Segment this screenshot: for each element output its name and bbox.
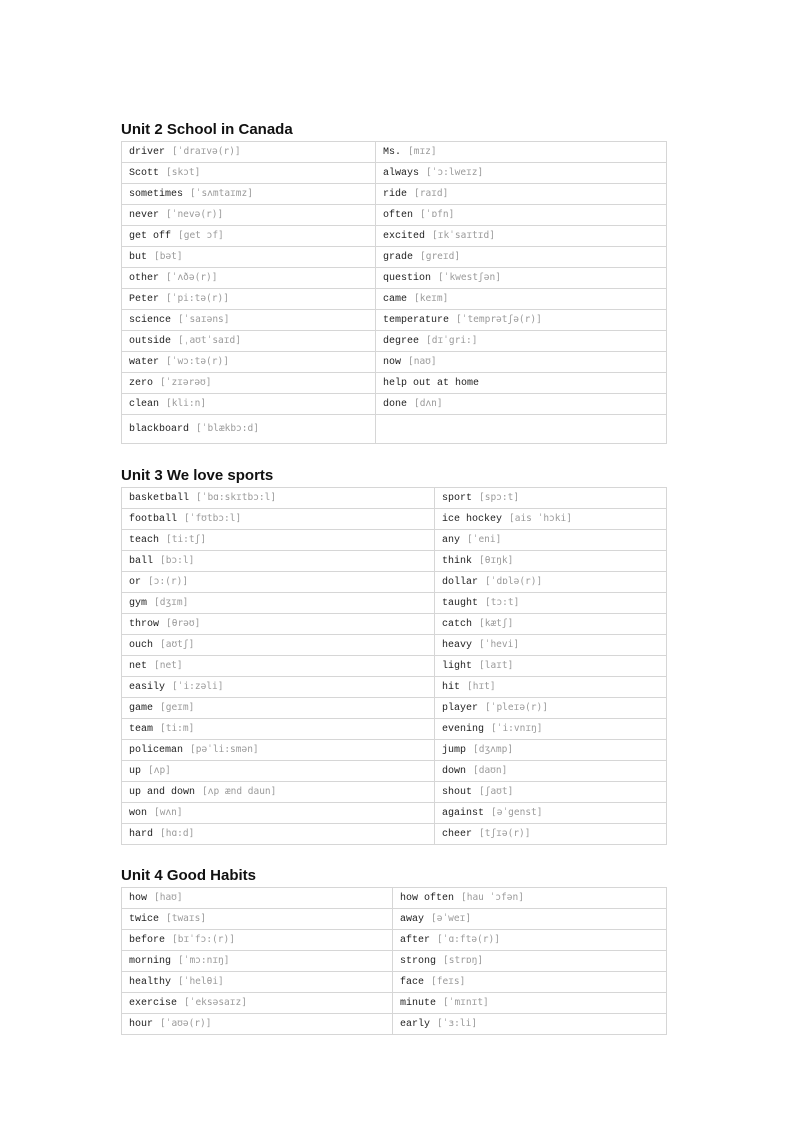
vocab-cell xyxy=(122,951,393,972)
vocab-phonetic: [ˈɜ:li] xyxy=(437,1018,478,1029)
vocab-table xyxy=(121,887,667,1035)
vocab-cell xyxy=(122,993,393,1014)
table-row xyxy=(122,289,667,310)
table-row xyxy=(122,530,667,551)
vocab-word: came xyxy=(383,294,408,305)
vocab-phonetic: [bət] xyxy=(154,251,183,262)
table-row xyxy=(122,184,667,205)
vocab-cell xyxy=(122,656,435,677)
vocab-word: question xyxy=(383,273,432,284)
vocab-word: other xyxy=(129,273,160,284)
vocab-word: outside xyxy=(129,336,172,347)
vocab-word: help out at home xyxy=(383,378,480,389)
vocab-word: hit xyxy=(442,682,461,693)
vocab-phonetic: [strɒŋ] xyxy=(443,955,484,966)
vocab-word: blackboard xyxy=(129,424,190,435)
vocab-word: or xyxy=(129,577,142,588)
vocab-cell xyxy=(122,310,376,331)
table-row xyxy=(122,677,667,698)
table-row xyxy=(122,614,667,635)
vocab-cell xyxy=(435,593,667,614)
vocab-cell xyxy=(435,803,667,824)
vocab-cell xyxy=(376,247,667,268)
vocab-word: science xyxy=(129,315,172,326)
vocab-cell xyxy=(376,163,667,184)
vocab-cell xyxy=(122,373,376,394)
vocab-word: heavy xyxy=(442,640,473,651)
table-row xyxy=(122,740,667,761)
vocab-phonetic: [dʌn] xyxy=(414,398,443,409)
vocab-word: driver xyxy=(129,147,166,158)
vocab-phonetic: [pəˈli:smən] xyxy=(190,744,259,755)
unit-3-section xyxy=(121,467,667,845)
table-row xyxy=(122,509,667,530)
vocab-word: water xyxy=(129,357,160,368)
vocab-word: exercise xyxy=(129,998,178,1009)
vocab-cell xyxy=(393,993,667,1014)
vocab-cell xyxy=(435,551,667,572)
vocab-phonetic: [tʃɪə(r)] xyxy=(479,828,531,839)
vocab-phonetic: [kli:n] xyxy=(166,398,207,409)
vocab-table xyxy=(121,141,667,444)
vocab-phonetic: [hɑ:d] xyxy=(160,828,195,839)
vocab-phonetic: [ˈmɔ:nɪŋ] xyxy=(178,955,230,966)
unit-2-section xyxy=(121,121,667,444)
vocab-cell xyxy=(376,331,667,352)
vocab-word: catch xyxy=(442,619,473,630)
vocab-cell xyxy=(435,761,667,782)
table-row xyxy=(122,488,667,509)
vocab-cell xyxy=(393,972,667,993)
vocab-phonetic: [ˈkwestʃən] xyxy=(438,272,501,283)
vocab-phonetic: [kætʃ] xyxy=(479,618,514,629)
vocab-phonetic: [hau ˈɔfən] xyxy=(461,892,524,903)
vocab-word: get off xyxy=(129,231,172,242)
vocab-word: dollar xyxy=(442,577,479,588)
vocab-phonetic: [keɪm] xyxy=(414,293,449,304)
vocab-cell xyxy=(435,677,667,698)
vocab-cell xyxy=(435,614,667,635)
vocab-cell xyxy=(122,488,435,509)
vocab-cell xyxy=(122,803,435,824)
vocab-phonetic: [ˈhevi] xyxy=(479,639,520,650)
vocab-phonetic: [raɪd] xyxy=(414,188,449,199)
vocab-cell xyxy=(393,1014,667,1035)
vocab-word: strong xyxy=(400,956,437,967)
vocab-cell xyxy=(393,930,667,951)
vocab-phonetic: [ti:m] xyxy=(160,723,195,734)
vocab-phonetic: [ˈdɒlə(r)] xyxy=(485,576,543,587)
vocab-phonetic: [dʒɪm] xyxy=(154,597,189,608)
vocab-cell xyxy=(122,184,376,205)
vocab-phonetic: [daʊn] xyxy=(473,765,508,776)
vocab-phonetic: [ˈi:zəli] xyxy=(172,681,224,692)
vocab-phonetic: [ˈi:vnɪŋ] xyxy=(491,723,543,734)
vocab-word: done xyxy=(383,399,408,410)
vocab-word: any xyxy=(442,535,461,546)
vocab-word: healthy xyxy=(129,977,172,988)
vocab-word: hard xyxy=(129,829,154,840)
vocab-word: Peter xyxy=(129,294,160,305)
vocab-word: face xyxy=(400,977,425,988)
vocab-phonetic: [ti:tʃ] xyxy=(166,534,207,545)
vocab-word: down xyxy=(442,766,467,777)
vocab-phonetic: [θɪŋk] xyxy=(479,555,514,566)
vocab-word: up and down xyxy=(129,787,196,798)
vocab-word: excited xyxy=(383,231,426,242)
vocab-cell xyxy=(122,1014,393,1035)
vocab-word: often xyxy=(383,210,414,221)
vocab-word: team xyxy=(129,724,154,735)
vocab-cell xyxy=(122,268,376,289)
vocab-cell xyxy=(122,824,435,845)
vocab-phonetic: [mɪz] xyxy=(408,146,437,157)
vocab-word: Scott xyxy=(129,168,160,179)
table-row xyxy=(122,782,667,803)
vocab-word: temperature xyxy=(383,315,450,326)
vocab-word: away xyxy=(400,914,425,925)
vocab-word: think xyxy=(442,556,473,567)
vocab-phonetic: [ˈaʊə(r)] xyxy=(160,1018,212,1029)
vocab-phonetic: [ɪkˈsaɪtɪd] xyxy=(432,230,495,241)
vocab-cell xyxy=(435,698,667,719)
vocab-phonetic: [ˈfʊtbɔ:l] xyxy=(184,513,242,524)
vocab-cell xyxy=(376,394,667,415)
vocab-word: evening xyxy=(442,724,485,735)
table-row xyxy=(122,247,667,268)
table-row xyxy=(122,824,667,845)
vocab-word: degree xyxy=(383,336,420,347)
vocab-cell xyxy=(435,656,667,677)
vocab-word: early xyxy=(400,1019,431,1030)
vocab-word: ouch xyxy=(129,640,154,651)
vocab-phonetic: [ˌaʊtˈsaɪd] xyxy=(178,335,241,346)
vocab-word: always xyxy=(383,168,420,179)
vocab-cell xyxy=(122,331,376,352)
vocab-cell xyxy=(122,930,393,951)
vocab-cell xyxy=(435,782,667,803)
vocab-phonetic: [get ɔf] xyxy=(178,230,224,241)
vocab-phonetic: [ˈeni] xyxy=(467,534,502,545)
vocab-phonetic: [əˈweɪ] xyxy=(431,913,472,924)
unit-title: Unit 2 School in Canada xyxy=(121,121,293,138)
vocab-cell xyxy=(122,593,435,614)
vocab-word: against xyxy=(442,808,485,819)
vocab-cell xyxy=(122,142,376,163)
vocab-word: clean xyxy=(129,399,160,410)
vocab-phonetic: [ˈhelθi] xyxy=(178,976,224,987)
vocab-word: net xyxy=(129,661,148,672)
vocab-cell xyxy=(393,909,667,930)
vocab-cell xyxy=(376,184,667,205)
vocab-word: teach xyxy=(129,535,160,546)
vocab-cell xyxy=(122,530,435,551)
table-row xyxy=(122,909,667,930)
vocab-phonetic: [naʊ] xyxy=(408,356,437,367)
vocab-phonetic: [ˈtemprətʃə(r)] xyxy=(456,314,542,325)
vocab-cell xyxy=(122,352,376,373)
table-row xyxy=(122,373,667,394)
vocab-phonetic: [greɪd] xyxy=(420,251,461,262)
vocab-word: zero xyxy=(129,378,154,389)
unit-title: Unit 4 Good Habits xyxy=(121,867,256,884)
vocab-phonetic: [θrəʊ] xyxy=(166,618,201,629)
vocab-word: how often xyxy=(400,893,455,904)
vocab-phonetic: [ˈɔ:lweɪz] xyxy=(426,167,484,178)
table-row xyxy=(122,656,667,677)
vocab-cell xyxy=(122,289,376,310)
vocab-cell xyxy=(376,352,667,373)
vocab-phonetic: [ˈbɑ:skɪtbɔ:l] xyxy=(196,492,277,503)
vocab-cell xyxy=(435,740,667,761)
vocab-cell xyxy=(393,951,667,972)
table-row xyxy=(122,226,667,247)
vocab-phonetic: [haʊ] xyxy=(154,892,183,903)
vocab-table xyxy=(121,487,667,845)
unit-4-section xyxy=(121,867,667,1035)
table-row xyxy=(122,205,667,226)
vocab-phonetic: [dɪˈgri:] xyxy=(426,335,478,346)
vocab-cell xyxy=(122,972,393,993)
vocab-word: minute xyxy=(400,998,437,1009)
vocab-word: after xyxy=(400,935,431,946)
vocab-phonetic: [ˈpi:tə(r)] xyxy=(166,293,229,304)
vocab-cell xyxy=(435,509,667,530)
vocab-word: football xyxy=(129,514,178,525)
vocab-word: game xyxy=(129,703,154,714)
vocab-cell xyxy=(376,268,667,289)
vocab-phonetic: [hɪt] xyxy=(467,681,496,692)
vocab-word: sport xyxy=(442,493,473,504)
vocab-word: how xyxy=(129,893,148,904)
table-row xyxy=(122,1014,667,1035)
table-row xyxy=(122,888,667,909)
vocab-phonetic: [ˈwɔ:tə(r)] xyxy=(166,356,229,367)
table-row xyxy=(122,761,667,782)
vocab-cell xyxy=(122,761,435,782)
vocab-phonetic: [ˈɑ:ftə(r)] xyxy=(437,934,500,945)
table-row xyxy=(122,803,667,824)
table-row xyxy=(122,951,667,972)
vocab-cell xyxy=(122,572,435,593)
vocab-phonetic: [ˈpleɪə(r)] xyxy=(485,702,548,713)
vocab-cell xyxy=(122,247,376,268)
vocab-cell xyxy=(122,614,435,635)
table-row xyxy=(122,415,667,444)
vocab-phonetic: [bɪˈfɔ:(r)] xyxy=(172,934,235,945)
vocab-cell xyxy=(122,635,435,656)
table-row xyxy=(122,310,667,331)
vocab-word: won xyxy=(129,808,148,819)
vocab-word: jump xyxy=(442,745,467,756)
vocab-word: sometimes xyxy=(129,189,184,200)
table-row xyxy=(122,635,667,656)
vocab-word: hour xyxy=(129,1019,154,1030)
vocab-cell xyxy=(376,310,667,331)
vocab-word: player xyxy=(442,703,479,714)
vocab-cell xyxy=(122,163,376,184)
vocab-cell xyxy=(122,205,376,226)
vocab-cell xyxy=(435,488,667,509)
table-row xyxy=(122,593,667,614)
vocab-phonetic: [ais ˈhɔki] xyxy=(509,513,572,524)
table-row xyxy=(122,719,667,740)
vocab-cell xyxy=(376,226,667,247)
vocab-cell xyxy=(122,782,435,803)
table-row xyxy=(122,352,667,373)
vocab-cell xyxy=(122,909,393,930)
vocab-word: policeman xyxy=(129,745,184,756)
vocab-cell xyxy=(435,635,667,656)
vocab-word: twice xyxy=(129,914,160,925)
vocab-word: ball xyxy=(129,556,154,567)
vocab-phonetic: [feɪs] xyxy=(431,976,466,987)
table-row xyxy=(122,972,667,993)
table-row xyxy=(122,993,667,1014)
vocab-cell xyxy=(122,551,435,572)
vocab-phonetic: [ˈeksəsaɪz] xyxy=(184,997,247,1008)
vocab-cell xyxy=(122,677,435,698)
table-row xyxy=(122,394,667,415)
vocab-phonetic: [dʒʌmp] xyxy=(473,744,514,755)
vocab-cell xyxy=(435,530,667,551)
vocab-phonetic: [spɔ:t] xyxy=(479,492,520,503)
vocab-phonetic: [skɔt] xyxy=(166,167,201,178)
vocab-cell xyxy=(122,509,435,530)
vocab-word: never xyxy=(129,210,160,221)
vocab-cell xyxy=(376,289,667,310)
vocab-phonetic: [ˈdraɪvə(r)] xyxy=(172,146,241,157)
vocab-phonetic: [geɪm] xyxy=(160,702,195,713)
vocab-cell xyxy=(435,824,667,845)
vocab-phonetic: [əˈgenst] xyxy=(491,807,543,818)
vocab-cell xyxy=(122,888,393,909)
vocab-phonetic: [ˈʌðə(r)] xyxy=(166,272,218,283)
vocab-phonetic: [ˈsʌmtaɪmz] xyxy=(190,188,253,199)
vocab-cell xyxy=(376,373,667,394)
table-row xyxy=(122,930,667,951)
vocab-word: basketball xyxy=(129,493,190,504)
vocab-word: easily xyxy=(129,682,166,693)
vocab-cell xyxy=(376,415,667,444)
vocab-word: ice hockey xyxy=(442,514,503,525)
vocab-word: morning xyxy=(129,956,172,967)
vocab-word: but xyxy=(129,252,148,263)
vocab-phonetic: [ʃaʊt] xyxy=(479,786,514,797)
vocab-word: before xyxy=(129,935,166,946)
vocab-cell xyxy=(376,205,667,226)
vocab-phonetic: [ˈnevə(r)] xyxy=(166,209,224,220)
vocab-cell xyxy=(435,719,667,740)
vocab-phonetic: [ʌp] xyxy=(148,765,171,776)
table-row xyxy=(122,698,667,719)
vocab-word: shout xyxy=(442,787,473,798)
vocab-phonetic: [ˈblækbɔ:d] xyxy=(196,423,259,434)
vocab-word: throw xyxy=(129,619,160,630)
vocab-phonetic: [tɔ:t] xyxy=(485,597,520,608)
vocab-phonetic: [net] xyxy=(154,660,183,671)
vocab-word: up xyxy=(129,766,142,777)
vocab-cell xyxy=(122,698,435,719)
vocab-phonetic: [ˈmɪnɪt] xyxy=(443,997,489,1008)
vocab-word: taught xyxy=(442,598,479,609)
vocab-phonetic: [ˈsaɪəns] xyxy=(178,314,230,325)
vocab-word: cheer xyxy=(442,829,473,840)
vocab-phonetic: [ɔ:(r)] xyxy=(148,576,189,587)
vocab-word: grade xyxy=(383,252,414,263)
vocab-word: gym xyxy=(129,598,148,609)
vocab-phonetic: [bɔ:l] xyxy=(160,555,195,566)
table-row xyxy=(122,572,667,593)
vocab-word: now xyxy=(383,357,402,368)
table-row xyxy=(122,163,667,184)
vocab-word: light xyxy=(442,661,473,672)
vocab-phonetic: [wʌn] xyxy=(154,807,183,818)
vocab-phonetic: [ʌp ænd daun] xyxy=(202,786,277,797)
vocab-phonetic: [aʊtʃ] xyxy=(160,639,195,650)
table-row xyxy=(122,331,667,352)
vocab-word: Ms. xyxy=(383,147,402,158)
vocab-phonetic: [ˈzɪərəʊ] xyxy=(160,377,212,388)
vocab-cell xyxy=(393,888,667,909)
vocab-phonetic: [twaɪs] xyxy=(166,913,207,924)
vocab-word: ride xyxy=(383,189,408,200)
vocab-cell xyxy=(122,415,376,444)
vocab-phonetic: [ˈɒfn] xyxy=(420,209,455,220)
table-row xyxy=(122,142,667,163)
unit-title: Unit 3 We love sports xyxy=(121,467,274,484)
vocab-cell xyxy=(376,142,667,163)
vocab-cell xyxy=(122,719,435,740)
vocab-cell xyxy=(122,740,435,761)
vocab-cell xyxy=(122,394,376,415)
vocab-cell xyxy=(122,226,376,247)
vocab-phonetic: [laɪt] xyxy=(479,660,514,671)
table-row xyxy=(122,268,667,289)
vocab-cell xyxy=(435,572,667,593)
table-row xyxy=(122,551,667,572)
